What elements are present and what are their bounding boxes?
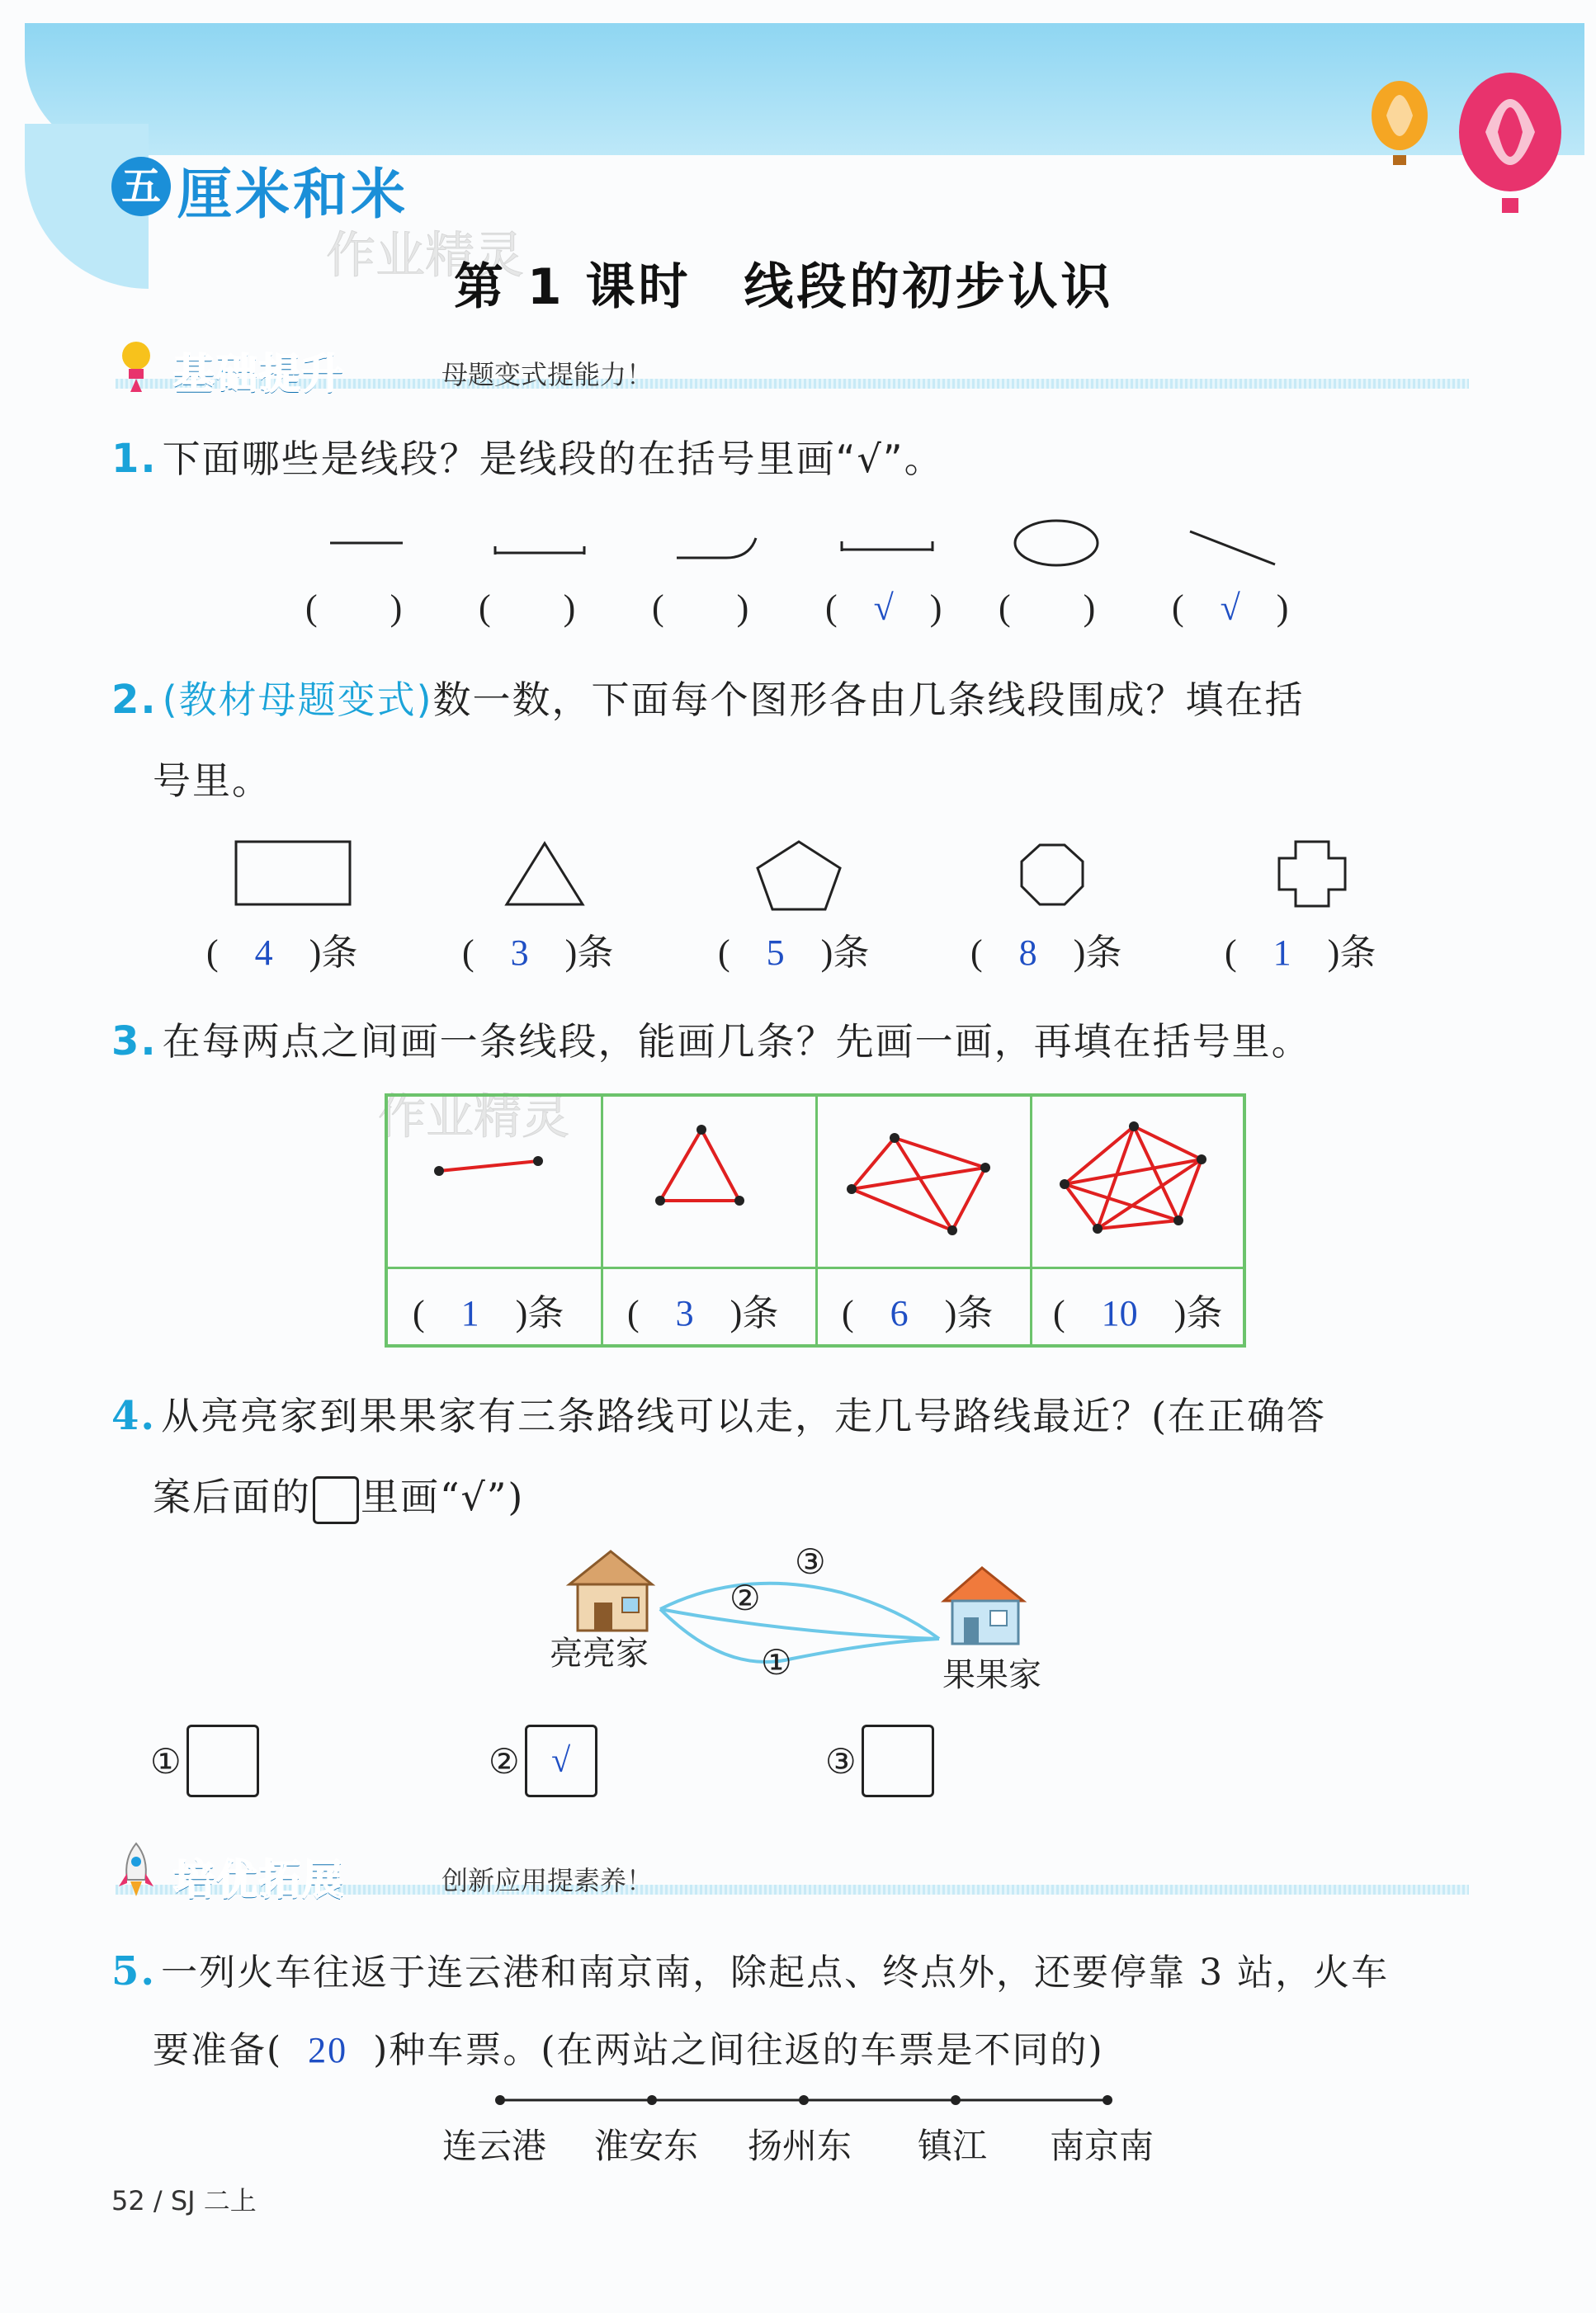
q3-drawings xyxy=(388,1097,1246,1267)
choice-label: ③ xyxy=(825,1740,857,1782)
answer-paren[interactable]: ( 1 )条 xyxy=(1225,932,1376,973)
question-text: 下面哪些是线段？是线段的在括号里画“√”。 xyxy=(162,437,944,481)
question-text: 案后面的 xyxy=(153,1475,311,1519)
inline-checkbox-icon xyxy=(313,1476,359,1524)
answer-paren[interactable]: ( 4 )条 xyxy=(206,932,358,973)
station-dot xyxy=(1103,2095,1112,2105)
answer-value: 1 xyxy=(1273,932,1291,973)
answer-value: √ xyxy=(1220,588,1240,628)
choice-label: ② xyxy=(489,1740,520,1782)
curve-figure xyxy=(677,538,756,558)
header-banner xyxy=(25,23,1584,155)
small-balloon-icon xyxy=(1372,81,1428,165)
station-name: 扬州东 xyxy=(748,2126,852,2166)
answer-value: 10 xyxy=(1101,1293,1138,1334)
answer-value: 5 xyxy=(766,932,785,973)
lesson-title: 第 1 课时 线段的初步认识 xyxy=(454,258,1114,316)
answer-value: 3 xyxy=(510,932,529,973)
route-label-2: ② xyxy=(730,1578,761,1618)
left-house-icon xyxy=(569,1551,652,1631)
three-point-drawing xyxy=(655,1125,744,1206)
question-5 xyxy=(111,1942,1389,1995)
chapter-badge: 五 xyxy=(111,157,171,216)
route-choice-2[interactable] xyxy=(489,1725,597,1797)
unit: 条 xyxy=(742,1293,779,1334)
watermark: 作业精灵 xyxy=(326,227,524,285)
hot-air-balloon-icons xyxy=(1353,66,1568,231)
answer-paren[interactable]: ( 10 )条 xyxy=(1053,1293,1223,1334)
answer-value: 3 xyxy=(675,1293,694,1334)
route-choice-3[interactable] xyxy=(825,1725,934,1797)
page-number: 52 / SJ 二上 xyxy=(111,2185,257,2216)
question-4 xyxy=(111,1386,1326,1441)
question-text: 里画“√”) xyxy=(361,1475,525,1519)
station-name: 镇江 xyxy=(918,2126,988,2166)
unit: 条 xyxy=(1186,1293,1223,1334)
station-name: 连云港 xyxy=(442,2126,547,2166)
cross-shape xyxy=(1279,842,1345,906)
segment-with-ends-figure xyxy=(842,541,933,551)
home-left-label: 亮亮家 xyxy=(550,1635,649,1673)
question-number: 1. xyxy=(111,436,158,482)
question-tag: (教材母题变式) xyxy=(162,677,433,722)
question-text: )种车票。(在两站之间往返的车票是不同的) xyxy=(373,2029,1104,2071)
station-name: 南京南 xyxy=(1050,2126,1155,2166)
unit: 条 xyxy=(1085,932,1122,973)
chapter-title: 厘米和米 xyxy=(177,163,408,226)
question-text: 从亮亮家到果果家有三条路线可以走，走几号路线最近？(在正确答 xyxy=(161,1394,1327,1438)
route-label-3: ③ xyxy=(795,1541,826,1582)
choice-label: ① xyxy=(150,1740,182,1782)
question-number: 3. xyxy=(111,1018,158,1064)
answer-paren[interactable]: ( ) xyxy=(999,588,1096,628)
answer-paren[interactable]: ( 6 )条 xyxy=(842,1293,994,1334)
question-text: 一列火车往返于连云港和南京南，除起点、终点外，还要停靠 3 站，火车 xyxy=(161,1952,1390,1994)
station-dot xyxy=(951,2095,961,2105)
section-advanced-header xyxy=(116,1848,1469,1904)
station-dot xyxy=(647,2095,657,2105)
question-2-cont: 号里。 xyxy=(153,758,272,803)
right-house-icon xyxy=(944,1568,1023,1644)
home-right-label: 果果家 xyxy=(942,1656,1041,1694)
question-text: 数一数，下面每个图形各由几条线段围成？填在括 xyxy=(432,677,1305,722)
answer-value: 8 xyxy=(1018,932,1037,973)
answer-paren[interactable]: ( 5 )条 xyxy=(718,932,870,973)
question-text: 在每两点之间画一条线段，能画几条？先画一画，再填在括号里。 xyxy=(162,1019,1311,1064)
q3-table xyxy=(385,1093,1246,1348)
unit: 条 xyxy=(321,932,358,973)
route-label-1: ① xyxy=(761,1642,792,1683)
question-1 xyxy=(111,429,944,484)
route-choice-1[interactable] xyxy=(150,1725,259,1797)
triangle-shape xyxy=(507,843,583,904)
four-point-drawing xyxy=(847,1133,990,1235)
large-balloon-icon xyxy=(1459,73,1561,213)
answer-value[interactable]: 20 xyxy=(308,2030,348,2070)
question-number: 4. xyxy=(111,1393,157,1439)
q1-figures xyxy=(297,503,1337,569)
question-text: 要准备( xyxy=(153,2029,283,2071)
bracket-line-figure xyxy=(495,546,584,555)
station-dot xyxy=(799,2095,809,2105)
answer-paren[interactable]: ( 8 )条 xyxy=(970,932,1122,973)
section-subtitle: 创新应用提素养！ xyxy=(441,1865,654,1896)
answer-value: 1 xyxy=(460,1293,479,1334)
answer-paren[interactable]: ( 3 )条 xyxy=(627,1293,779,1334)
answer-paren[interactable]: ( ) xyxy=(652,588,749,628)
answer-paren[interactable]: ( ) xyxy=(479,588,576,628)
question-5-cont xyxy=(153,2020,1104,2073)
answer-value: √ xyxy=(873,588,894,628)
answer-paren[interactable]: ( 1 )条 xyxy=(413,1293,564,1334)
answer-value: 4 xyxy=(254,932,273,973)
ellipse-figure xyxy=(1015,521,1098,565)
pentagon-shape xyxy=(758,842,840,909)
station-name: 淮安东 xyxy=(594,2126,699,2166)
section-subtitle: 母题变式提能力！ xyxy=(441,359,654,390)
unit: 条 xyxy=(577,932,614,973)
answer-paren[interactable]: ( ) xyxy=(305,588,403,628)
question-3 xyxy=(111,1012,1311,1066)
rectangle-shape xyxy=(236,842,350,904)
question-2 xyxy=(111,670,1305,725)
section-basic-header xyxy=(116,342,1469,398)
q2-shapes xyxy=(223,833,1419,916)
route-paths xyxy=(660,1584,939,1662)
octagon-shape xyxy=(1022,845,1083,904)
question-number: 5. xyxy=(111,1948,157,1994)
station-dot xyxy=(495,2095,505,2105)
answer-checkbox[interactable] xyxy=(187,1725,259,1797)
unit: 条 xyxy=(956,1293,994,1334)
watermark: 作业精灵 xyxy=(378,1088,570,1145)
unit: 条 xyxy=(527,1293,564,1334)
question-number: 2. xyxy=(111,677,158,723)
answer-paren[interactable]: ( √ ) xyxy=(1172,588,1289,628)
rocket-icon xyxy=(116,1840,157,1900)
answer-checkbox[interactable] xyxy=(862,1725,934,1797)
answer-value: 6 xyxy=(890,1293,909,1334)
answer-paren[interactable]: ( 3 )条 xyxy=(462,932,614,973)
five-point-drawing xyxy=(1060,1121,1206,1234)
lightbulb-icon xyxy=(116,336,157,394)
section-title: 培优拓展 xyxy=(173,1856,345,1904)
answer-checkbox[interactable]: √ xyxy=(525,1725,597,1797)
slanted-segment-figure xyxy=(1190,531,1275,564)
two-point-drawing xyxy=(434,1156,543,1176)
question-4-cont xyxy=(153,1467,524,1524)
unit: 条 xyxy=(833,932,870,973)
railway-line xyxy=(487,2088,1122,2112)
section-title: 基础提升 xyxy=(173,350,345,398)
unit: 条 xyxy=(1339,932,1376,973)
answer-paren[interactable]: ( √ ) xyxy=(825,588,942,628)
